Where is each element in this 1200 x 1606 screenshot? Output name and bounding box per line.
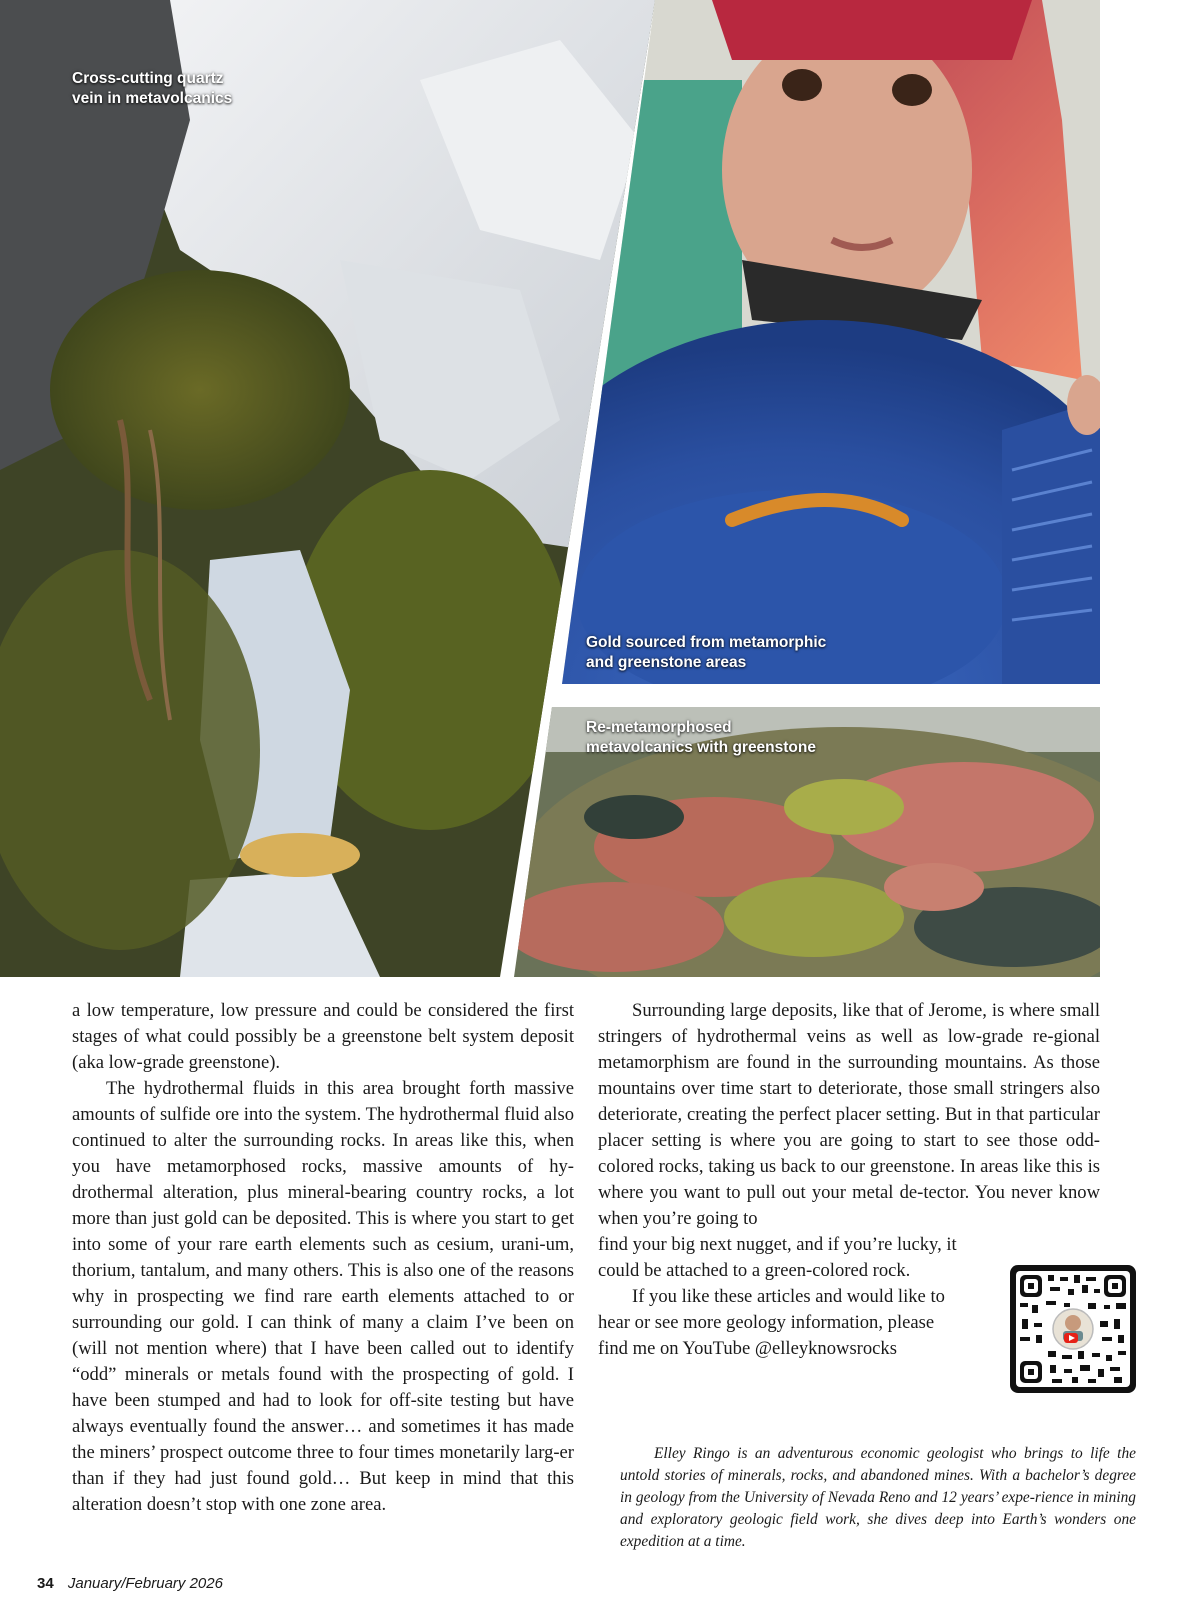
right-wrap-line-3: If you like these articles and would like to <box>632 1286 945 1307</box>
greenstone-caption-line-2: metavolcanics with greenstone <box>586 739 816 756</box>
youtube-qr-code[interactable] <box>1010 1265 1136 1393</box>
right-wrap-line-5: find me on YouTube @elleyknowsrocks <box>598 1338 897 1359</box>
page-footer <box>37 1575 223 1592</box>
left-paragraph-2: The hydrothermal fluids in this area brought forth massive amounts of sulfide ore into the system. The hydrothermal fluid also continued to alter the surrounding rocks. In areas like this, when you have metamorphosed rocks, massive amounts of hy-drothermal alteration, plus mineral-bearing country rocks, a lot more than just gold can be deposited. This is where you start to get into some of your rare earth elements such as cesium, urani-um, thorium, tantalum, and many others. This is also one of the reasons why in prospecting we find rare earth elements attached to or surrounding our gold. I can think of many a claim I’ve been on (will not mention where) that I have been called out to identify “odd” minerals or metals found with the prospecting of gold. I have been stumped and had to look for off-site testing but have always eventually found the answer… and sometimes it has made the miners’ prospect outcome three to four times monetarily larg-er than if they had just found gold… But keep in mind that this alteration doesn’t stop with one zone area. <box>72 1078 574 1515</box>
greenstone-photo-caption <box>586 718 816 758</box>
right-wrap-line-2: could be attached to a green-colored rock. <box>598 1260 911 1281</box>
greenstone-caption-line-1: Re-metamorphosed <box>586 719 732 736</box>
right-wrap-block <box>598 1232 963 1362</box>
gold-caption-line-2: and greenstone areas <box>586 654 747 671</box>
left-paragraph-1: a low temperature, low pressure and could be considered the first stages of what could possibly be a greenstone belt system deposit (aka low-grade greenstone). <box>72 1000 574 1073</box>
quartz-caption-line-2: vein in metavolcanics <box>72 90 233 107</box>
gold-pan-photo <box>562 0 1100 684</box>
right-wrap-line-1: find your big next nugget, and if you’re lucky, it <box>598 1234 957 1255</box>
right-paragraph-1: Surrounding large deposits, like that of Jerome, is where small stringers of hydrothermal veins as well as low-grade re-gional metamorphism are found in the surrounding mountains. As those mountains over time start to deteriorate, those small stringers also deteriorate, creating the perfect placer setting. But in that particular placer setting is where you are going to start to see those odd-colored rocks, taking us back to our greenstone. In areas like this is where you want to pull out your metal de-tector. You never know when you’re going to <box>598 1000 1100 1229</box>
page-number: 34 <box>37 1575 54 1592</box>
issue-date: January/February 2026 <box>67 1575 223 1592</box>
article-left-column <box>72 998 574 1518</box>
gold-pan-image <box>562 0 1100 684</box>
quartz-caption-line-1: Cross-cutting quartz <box>72 70 224 87</box>
qr-code-icon <box>1010 1265 1136 1393</box>
author-bio: Elley Ringo is an adventurous economic geologist who brings to life the untold stories of minerals, rocks, and abandoned mines. With a bachelor’s degree in geology from the University of Nevada Reno and 12 years’ expe-rience in mining and exploratory geologic field work, she dives deep into Earth’s wonders one expedition at a time. <box>620 1445 1136 1550</box>
quartz-photo-caption <box>72 69 232 109</box>
gold-caption-line-1: Gold sourced from metamorphic <box>586 634 827 651</box>
gold-photo-caption <box>586 633 826 673</box>
right-wrap-line-4: hear or see more geology information, please <box>598 1312 935 1333</box>
